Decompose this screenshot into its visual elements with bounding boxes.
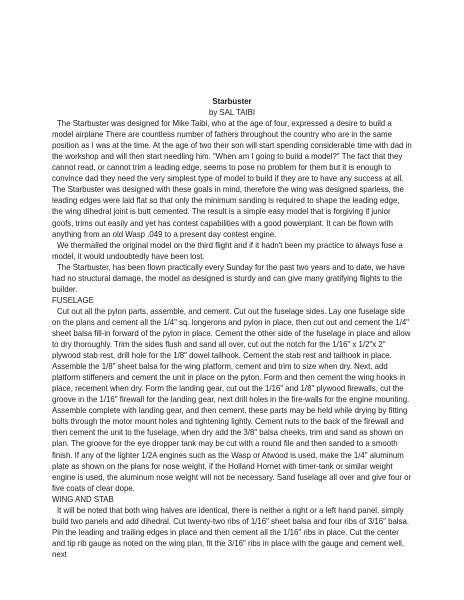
section-heading: WING AND STAB (52, 494, 114, 504)
section-heading: FUSELAGE (52, 295, 94, 305)
body-paragraph: The Starbuster, has been flown practically every Sunday for the past two years and to date, we have had no structural damage, the model as designed is sturdy and can give many gratifying flights to the builder. (52, 262, 405, 294)
body-paragraph: Cut out all the pylon parts, assemble, and cement. Cut out the fuselage sides. Lay one fuselage side on the plans and cement all the 1/4" sq. longerons and pylon in place, then cut out and cement the 1/4" sheet balsa fill-in forward of the pylon in place. Cement the other side of the fuselage in place and allow to dry thoroughly. Trim the sides flush and sand all over, cut out the notch for the 1/16" x 1/2"x 2" plywood stab rest, drill hole for the 1/8" dowel tailhook. Cement the stab rest and tailhook in place. Assemble the 1/8" sheet balsa for the wing platform, cement and trim to size when dry. Next, add platform stiffeners and cement the unit in place on the pylon. Form and then cement the wing hooks in place, recement when dry. Form the landing gear, cut out the 1/16" and 1/8" plywood firewalls, cut the groove in the 1/16" firewall for the landing gear, next drill holes in the fire-walls for the engine mounting. Assemble complete with landing gear, and then cement, these parts may be held while drying by fitting bolts through the motor mount holes and tightening lightly. Cement nuts to the back of the firewall and then cement the unit to the fuselage, when dry add the 3/8" balsa cheeks, trim and sand as shown on plan. The groove for the eye dropper tank may be cut with a round file and then sanded to a smooth finish. If any of the lighter 1/2A engines such as the Wasp or Atwood is used, make the 1/4" aluminum plate as shown on the plans for nose weight, if the Holland Hornet with timer-tank or similar weight engine is used, the aluminum nose weight will not be necessary. Sand fuselage all over and give four or five coats of clear dope. (52, 306, 412, 493)
document-byline: by SAL TAIBI (208, 108, 256, 118)
document-body (52, 118, 412, 560)
body-paragraph: It will be noted that both wing halves are identical, there is neither a right or a left hand panel, simply build two panels and add dihedral. Cut twenty-two ribs of 1/16" sheet balsa and four ribs of 3/16" balsa. Pin the leading and trailing edges in place and then cement all the 1/16" ribs in place. Cut the center and tip rib gauge as noted on the wing plan, fit the 3/16" ribs in place with the gauge and cement well, next (52, 505, 410, 559)
document-title: Starbuster (212, 97, 252, 106)
body-paragraph: The Starbuster was designed for Mike Taibi, who at the age of four, expressed a desire to build a model airplane There are countless number of fathers throughout the country who are in the same position as I was at the time. At the age of two their son will start spending considerable time with dad in the workshop and will then start needling him. "When am I going to build a model?" The fact that they cannot read, or cannot trim a leading edge, seems to pose no problem for them but it is enough to convince dad they need the very simplest type of model to build if they are to have any success at all. The Starbuster was designed with these goals in mind, therefore the wing was designed sparless, the leading edges were laid flat so that only the minimum sanding is required to shape the leading edge, the wing dihedral joint is butt cemented. The result is a simple easy model that is forgiving if junior goofs, trims out easily and yet has contest capabilities with a good powerplant. It can be flown with anything from an old Wasp .049 to a present day contest engine. (52, 119, 412, 239)
body-paragraph: We thermalled the original model on the third flight and if it hadn't been my practice to always fuse a model, it would undoubtedly have been lost. (52, 240, 403, 261)
